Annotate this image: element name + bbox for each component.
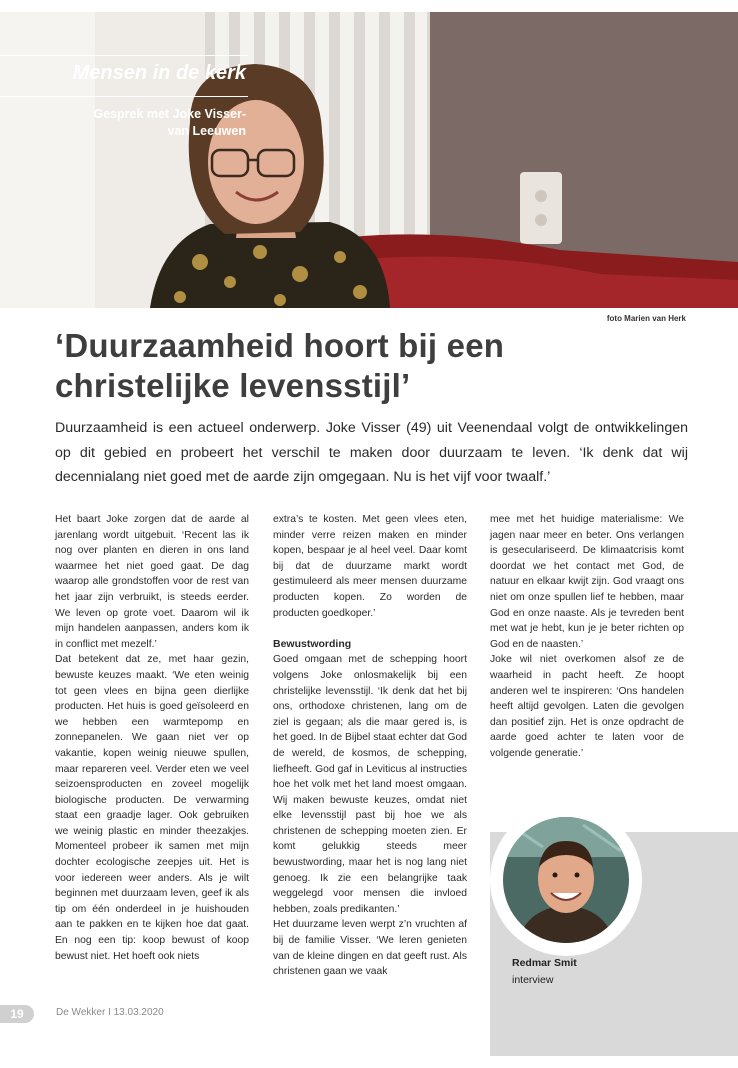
subtitle-line-2: van Leeuwen <box>167 124 246 138</box>
paragraph: Het duurzame leven werpt z’n vruchten af bij de familie Visser. ‘We leren genieten van de kleine dingen en dat geeft rust. Als christenen gaan we vaak <box>273 919 467 978</box>
author-avatar <box>503 817 629 943</box>
article-column-1 <box>55 512 249 964</box>
paragraph: Goed omgaan met de schepping hoort volgens Joke onlosmakelijk bij een christelijke levensstijl. ‘Ik denk dat het bij ons, orthodoxe christenen, lang om de ziel is gegaan; als die maar gered is, is het goed. In de Bijbel staat echter dat God de wereld, de kosmos, de schepping, liefheeft. God gaf in Leviticus al instructies hoe het volk met het land moest omgaan. Wij maken bewuste keuzes, omdat niet elke levensstijl past bij hoe we als christenen de schepping moeten zien. Er komt gelukkig steeds meer bewustwording, maar het is nog lang niet genoeg. Ik zie een belangrijke taak weggelegd voor mensen die invloed hebben, zoals predikanten.’ <box>273 654 467 915</box>
headline-line-2: christelijke levensstijl’ <box>55 367 411 404</box>
article-subtitle <box>0 106 246 140</box>
headline-line-1: ‘Duurzaamheid hoort bij een <box>55 327 505 364</box>
portrait-illustration <box>0 12 738 308</box>
page-number: 19 <box>0 1005 34 1023</box>
article-headline <box>55 326 675 406</box>
author-portrait-illustration <box>503 817 629 943</box>
section-rule-bottom <box>0 96 248 97</box>
subtitle-line-1: Gesprek met Joke Visser- <box>93 107 246 121</box>
paragraph: Dat betekent dat ze, met haar gezin, bewuste keuzes maakt. ‘We eten weinig tot geen vlees en bijna geen dierlijke producten. Het huis is goed geïsoleerd en we hebben een warmtepomp en zonnepanelen. We gaan niet ver op vakantie, kopen weinig nieuwe spullen, maar repareren veel. Verder eten we veel seizoensproducten en zoveel mogelijk biologische producten. De verwarming staat een graadje lager. Ook gebruiken we weinig plastic en minder theezakjes. Momenteel probeer ik samen met mijn dochter ecologische zeepjes uit. Het is voor iedereen weer anders. Als je wilt beginnen met duurzaam leven, geef ik als tip om één onderdeel in je huishouden aan te pakken en te kijken hoe dat gaat. En nog een tip: koop bewust of koop bewust niet. Het hoeft ook niets <box>55 654 249 962</box>
paragraph: mee met het huidige materialisme: We jagen naar meer en beter. Ons verlangen is geseculariseerd. De klimaatcrisis komt doordat we het contact met God, de natuur en elkaar kwijt zijn. God vraagt ons niet om onze spullen lief te hebben, maar God en onze naaste. Als je tevreden bent met wat je hebt, kun je je beter richten op God en de naasten.’ <box>490 514 684 650</box>
publication-footer: De Wekker I 13.03.2020 <box>56 1007 164 1018</box>
section-rule-top <box>0 55 248 56</box>
article-intro: Duurzaamheid is een actueel onderwerp. Joke Visser (49) uit Veenendaal volgt de ontwikkelingen op dit gebied en probeert het verschil te maken door duurzaam te leven. ‘Ik denk dat wij decennialang niet goed met de aarde zijn omgegaan. Nu is het vijf voor twaalf.’ <box>55 420 688 485</box>
photo-credit: foto Marien van Herk <box>606 314 686 323</box>
article-column-3 <box>490 512 684 762</box>
paragraph: extra’s te kosten. Met geen vlees eten, minder verre reizen maken en minder kopen, bespaar je al heel veel. Daar komt bij dat de duurzame markt wordt gestimuleerd als meer mensen duurzame producten kopen. Zo worden de producten goedkoper.’ <box>273 514 467 619</box>
paragraph: Joke wil niet overkomen alsof ze de waarheid in pacht heeft. Ze hoopt anderen wel te inspireren: ‘Ons handelen heeft altijd gevolgen. Laten die gevolgen dan positief zijn. Het is onze opdracht de aarde goed achter te laten voor de volgende generatie.’ <box>490 654 684 759</box>
article-column-2 <box>273 512 467 980</box>
paragraph: Het baart Joke zorgen dat de aarde al jarenlang wordt uitgebuit. ‘Recent las ik nog over planten en dieren in ons land waarmee het niet goed gaat. De dag waarop alle grondstoffen voor de rest van het jaar zijn verbruikt, is steeds eerder. We leven op grote voet. Daarom wil ik mijn handelen aanpassen, anders kom ik in conflict met mezelf.’ <box>55 514 249 650</box>
header-photo <box>0 12 738 308</box>
section-heading: Bewustwording <box>273 637 352 650</box>
socket-shape <box>520 172 562 244</box>
author-role: interview <box>512 974 554 986</box>
author-name: Redmar Smit <box>512 957 577 969</box>
section-title: Mensen in de kerk <box>72 62 246 84</box>
